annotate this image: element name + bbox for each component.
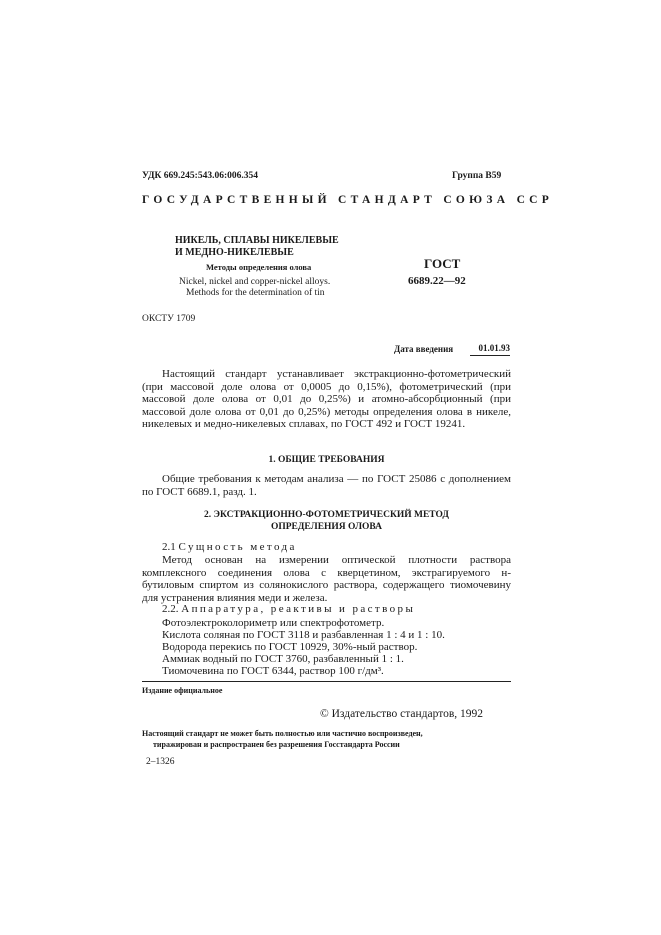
udk-code: УДК 669.245:543.06:006.354 [142,171,259,181]
subsection-2-2-heading [162,603,415,615]
subsection-2-1-number: 2.1 [162,541,176,553]
standard-label: ГОСТ [424,256,461,271]
subsection-2-2-title: Аппаратура, реактивы и растворы [181,603,416,615]
footer-divider [142,681,511,682]
title-line-2: И МЕДНО-НИКЕЛЕВЫЕ [175,247,294,258]
subsection-2-1-text: Метод основан на измерении оптической плотности раствора комплексного соединения олова с кверцетином, экстрагируемого н-бутиловым спиртом из солянокислого раствора, содержащего тиомочевину для устранения влияния меди и железа. [142,554,511,604]
state-standard-banner: ГОСУДАРСТВЕННЫЙ СТАНДАРТ СОЮЗА ССР [142,194,554,206]
reproduction-notice-line-1: Настоящий стандарт не может быть полностью или частично воспроизведен, [142,729,423,738]
reproduction-notice-line-2: тиражирован и распространен без разрешения Госстандарта России [153,740,400,749]
list-item: Кислота соляная по ГОСТ 3118 и разбавленная 1 : 4 и 1 : 10. [162,629,445,641]
date-value: 01.01.93 [470,343,510,356]
subsection-2-1-heading [162,541,297,553]
title-line-1: НИКЕЛЬ, СПЛАВЫ НИКЕЛЕВЫЕ [175,235,339,246]
title-subtitle: Методы определения олова [206,262,312,272]
list-item: Водорода перекись по ГОСТ 10929, 30%-ный раствор. [162,641,418,653]
section-2-heading-line-2: ОПРЕДЕЛЕНИЯ ОЛОВА [270,522,383,532]
copyright: © Издательство стандартов, 1992 [320,708,484,720]
english-title-line-1: Nickel, nickel and copper-nickel alloys. [179,277,331,287]
section-2-heading-line-1: 2. ЭКСТРАКЦИОННО-ФОТОМЕТРИЧЕСКИЙ МЕТОД [204,510,449,520]
section-1-heading: 1. ОБЩИЕ ТРЕБОВАНИЯ [268,455,385,465]
subsection-2-1-title: Сущность метода [178,541,297,553]
subsection-2-2-number: 2.2. [162,603,179,615]
standard-number: 6689.22—92 [408,275,466,287]
section-1-text: Общие требования к методам анализа — по ГОСТ 25086 с дополнением по ГОСТ 6689.1, разд. 1. [142,473,511,498]
date-label: Дата введения [394,344,454,354]
list-item: Тиомочевина по ГОСТ 6344, раствор 100 г/дм³. [162,665,384,677]
english-title-line-2: Methods for the determination of tin [186,288,325,298]
list-item: Фотоэлектроколориметр или спектрофотометр. [162,617,385,629]
group-code: Группа В59 [452,171,502,181]
intro-paragraph: Настоящий стандарт устанавливает экстракционно-фотометрический (при массовой доле олова от 0,0005 до 0,15%), фотометрический (при массовой доле олова от 0,01 до 0,25%) и атомно-абсорбционный (при массовой доле олова от 0,01 до 0,25%) методы определения олова в никеле, никелевых и медно-никелевых сплавах, по ГОСТ 492 и ГОСТ 19241. [142,368,511,431]
page-code: 2–1326 [146,757,175,767]
oksu-code: ОКСТУ 1709 [142,314,196,324]
list-item: Аммиак водный по ГОСТ 3760, разбавленный 1 : 1. [162,653,404,665]
official-edition-label: Издание официальное [142,686,223,695]
